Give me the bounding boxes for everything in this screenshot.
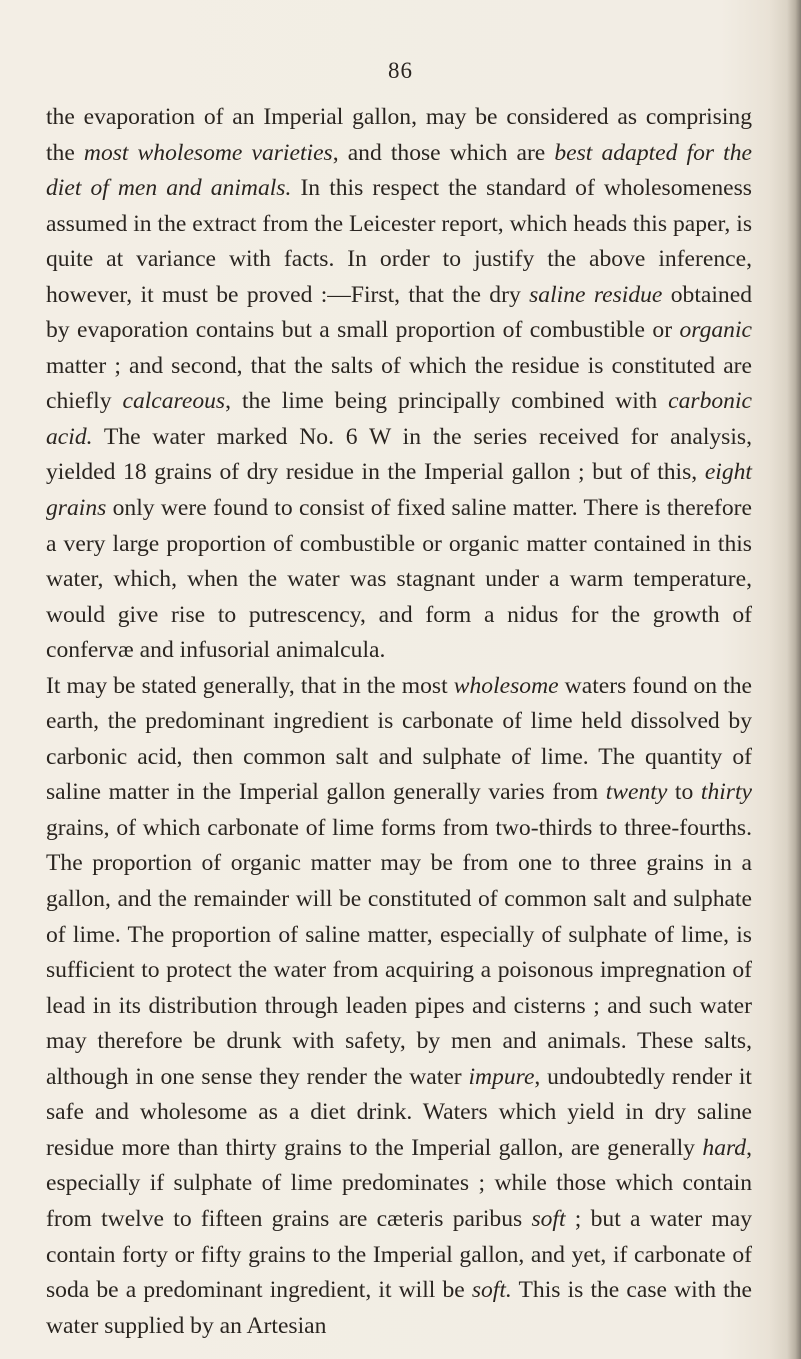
- paragraph-2: [46, 669, 752, 1344]
- italic-run: soft: [531, 1205, 566, 1232]
- italic-run: soft.: [471, 1277, 512, 1304]
- text-run: grains, of which carbonate of lime forms from two-thirds to three-fourths. The proportion of organic matter may be from one to three grains in a gallon, and the remainder will be constituted of common salt and sulphate of lime. The proportion of saline matter, especially of sulphate of lime, is sufficient to protect the water from acquiring a poisonous impregnation of lead in its distribution through leaden pipes and cisterns ; and such water may therefore be drunk with safety, by men and animals. These salts, although in one sense they render the water: [46, 814, 752, 1090]
- italic-run: best adapted for the diet of men and animals.: [46, 139, 752, 202]
- italic-run: hard: [702, 1134, 747, 1161]
- italic-run: thirty: [700, 779, 753, 806]
- text-run: waters found on the earth, the predominant ingredient is carbonate of lime held dissolved by carbonic acid, then common salt and sulphate of lime. The quantity of saline matter in the Imperial gallon generally varies from: [46, 672, 752, 806]
- italic-run: organic: [679, 317, 752, 344]
- text-run: , and those which are: [332, 139, 555, 166]
- text-run: matter ; and second, that the salts of which the residue is constituted are chiefly: [46, 352, 752, 415]
- page-number: 86: [388, 58, 413, 83]
- italic-run: twenty: [605, 779, 668, 806]
- paragraph-1: [46, 100, 752, 669]
- page-edge-shadow: [787, 0, 801, 1359]
- text-run: This is the case with the water supplied by an Artesian: [46, 1277, 752, 1339]
- text-run: , the lime being principally combined with: [225, 388, 669, 415]
- text-run: The water marked No. 6 W in the series received for analysis, yielded 18 grains of dry residue in the Imperial gallon ; but of this,: [46, 423, 752, 486]
- text-run: , undoubtedly render it safe and wholesome as a diet drink. Waters which yield in dry saline residue more than thirty grains to the Imperial gallon, are generally: [46, 1063, 752, 1161]
- text-run: to: [667, 779, 701, 806]
- italic-run: eight grains: [46, 459, 752, 522]
- text-run: It may be stated generally, that in the most: [46, 672, 454, 699]
- italic-run: calcareous: [122, 388, 226, 415]
- italic-run: saline residue: [529, 281, 663, 308]
- italic-run: wholesome: [453, 672, 559, 699]
- italic-run: most wholesome varieties: [83, 139, 333, 166]
- italic-run: impure: [468, 1063, 535, 1090]
- text-run: obtained by evaporation contains but a small proportion of combustible or: [46, 281, 752, 344]
- body-text: [46, 100, 752, 1344]
- text-run: In this respect the standard of wholesomeness assumed in the extract from the Leicester report, which heads this paper, is quite at variance with facts. In order to justify the above inference, however, it must be proved :—First, that the dry: [46, 175, 752, 308]
- italic-run: carbonic acid.: [46, 388, 752, 450]
- text-run: only were found to consist of fixed saline matter. There is therefore a very large proportion of combustible or organic matter contained in this water, which, when the water was stagnant under a warm temperature, would give rise to putrescency, and form a nidus for the growth of confervæ and infusorial animalcula.: [46, 495, 752, 664]
- text-run: the evaporation of an Imperial gallon, may be considered as comprising the: [46, 104, 752, 166]
- text-run: ; but a water may contain forty or fifty grains to the Imperial gallon, and yet, if carbonate of soda be a predominant ingredient, it will be: [46, 1205, 753, 1304]
- text-run: , especially if sulphate of lime predominates ; while those which contain from twelve to fifteen grains are cæteris paribus: [46, 1134, 752, 1232]
